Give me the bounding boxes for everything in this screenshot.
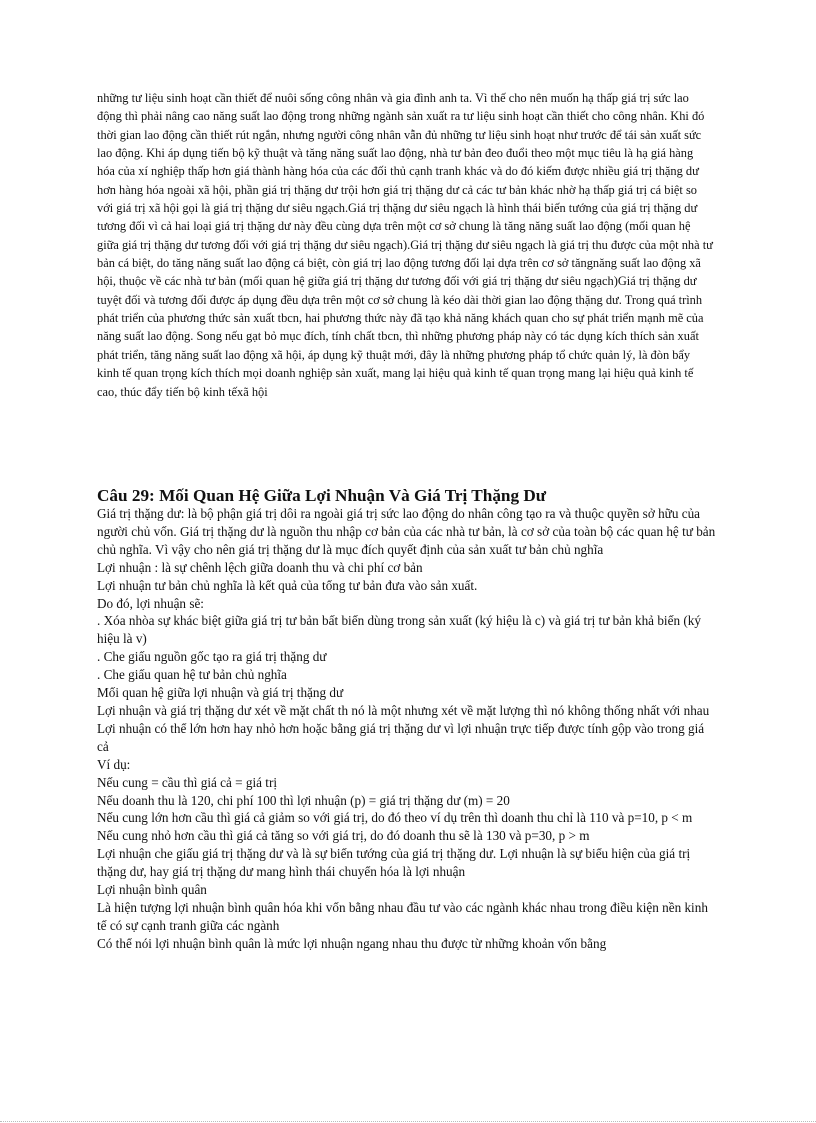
text-line: Nếu cung nhỏ hơn cầu thì giá cả tăng so với giá trị, do đó doanh thu sẽ là 130 và p=30, p > m <box>97 828 590 844</box>
text-line: Nếu cung = cầu thì giá cả = giá trị <box>97 774 278 790</box>
body-paragraph: những tư liệu sinh hoạt cần thiết để nuôi sống công nhân và gia đình anh ta. Vì thế cho nên muốn hạ thấp giá trị sức lao động thì phải nâng cao năng suất lao động trong những ngành sản xuất ra tư liệu sinh hoạt cần thiết cho công nhân. Khi đó thời gian lao động cần thiết rút ngắn, nhưng người công nhân vẫn đủ những tư liệu sinh hoạt như trước để tái sản xuất sức lao động. Khi áp dụng tiến bộ kỹ thuật và tăng năng suất lao động, nhà tư bản đeo đuổi theo một mục tiêu là hạ giá hàng hóa của xí nghiệp thấp hơn giá thành hàng hóa của các đối thủ cạnh tranh khác và do đó kiếm được nhiều giá trị thặng dư hơn hàng hóa ngoài xã hội, phần giá trị thặng dư trội hơn giá trị thặng dư cả các tư bản khác nhờ hạ thấp giá trị cá biệt so với giá trị xã hội gọi là giá trị thặng dư siêu ngạch.Giá trị thặng dư siêu ngạch là hình thái biến tướng của giá trị thặng dư tương đối vì cả hai loại giá trị thặng dư này đều cùng dựa trên một cơ sở chung là tăng năng suất lao động (mối quan hệ giữa giá trị thặng dư tương đối với giá trị thặng dư siêu ngạch).Giá trị thặng dư siêu ngạch là giá trị thu được của một nhà tư bản cá biệt, do tăng năng suất lao động cá biệt, còn giá trị lao động tương đối lại dựa trên cơ sở tăngnăng suất lao động xã hội, thuộc về các nhà tư bản (mối quan hệ giữa giá trị thặng dư tương đối với giá trị thặng dư siêu ngạch)Giá trị thặng dư tuyệt đối và tương đối được áp dụng đều dựa trên một cơ sở chung là kéo dài thời gian lao động thặng dư. Trong quá trình phát triển của phương thức sản xuất tbcn, hai phương thức này đã tạo khả năng khách quan cho sự phát triển mạnh mẽ của năng suất lao động. Song nếu gạt bỏ mục đích, tính chất tbcn, thì những phương pháp này có tác dụng kích thích sản xuất phát triển, tăng năng suất lao động xã hội, áp dụng kỹ thuật mới, đây là những phương pháp tổ chức quản lý, là đòn bẩy kinh tế quan trọng kích thích mọi doanh nghiệp sản xuất, mang lại hiệu quả kinh tế quan trọng mang lại hiệu quả kinh tế cao, thúc đẩy tiến bộ kinh tếxã hội <box>97 91 713 399</box>
text-line: . Xóa nhòa sự khác biệt giữa giá trị tư bản bất biến dùng trong sản xuất (ký hiệu là c) và giá trị tư bản khả biến (ký hiệu là v) <box>97 613 701 647</box>
section-body <box>97 505 719 953</box>
text-line: Do đó, lợi nhuận sẽ: <box>97 595 204 611</box>
section-heading: Câu 29: Mối Quan Hệ Giữa Lợi Nhuận Và Giá Trị Thặng Dư <box>97 486 547 505</box>
text-line: Nếu cung lớn hơn cầu thì giá cả giảm so với giá trị, do đó theo ví dụ trên thì doanh thu chỉ là 110 và p=10, p < m <box>97 810 693 826</box>
text-line: Nếu doanh thu là 120, chi phí 100 thì lợi nhuận (p) = giá trị thặng dư (m) = 20 <box>97 792 510 808</box>
text-line: Mối quan hệ giữa lợi nhuận và giá trị thặng dư <box>97 685 344 701</box>
text-line: Lợi nhuận : là sự chênh lệch giữa doanh thu và chi phí cơ bản <box>97 559 423 575</box>
text-line: Lợi nhuận có thể lớn hơn hay nhỏ hơn hoặc bằng giá trị thặng dư vì lợi nhuận trực tiếp được tính gộp vào trong giá cả <box>97 720 705 754</box>
text-line: . Che giấu nguồn gốc tạo ra giá trị thặng dư <box>97 649 327 665</box>
text-line: Lợi nhuận tư bản chủ nghĩa là kết quả của tổng tư bản đưa vào sản xuất. <box>97 577 478 593</box>
text-line: Lợi nhuận bình quân <box>97 882 207 898</box>
text-line: Lợi nhuận che giấu giá trị thặng dư và là sự biến tướng của giá trị thặng dư. Lợi nhuận là sự biểu hiện của giá trị thặng dư, hay giá trị thặng dư mang hình thái chuyển hóa là lợi nhuận <box>97 846 691 880</box>
text-line: . Che giấu quan hệ tư bản chủ nghĩa <box>97 667 287 683</box>
page-bottom-rule <box>0 1121 816 1122</box>
text-line: Là hiện tượng lợi nhuận bình quân hóa khi vốn bằng nhau đầu tư vào các ngành khác nhau trong điều kiện nền kinh tế có sự cạnh tranh giữa các ngành <box>97 899 708 933</box>
text-line: Giá trị thặng dư: là bộ phận giá trị dôi ra ngoài giá trị sức lao động do nhân công tạo ra và thuộc quyền sở hữu của người chủ vốn. Giá trị thặng dư là nguồn thu nhập cơ bản của các nhà tư bản, là cơ sở của toàn bộ các quan hệ tư bản chủ nghĩa. Vì vậy cho nên giá trị thặng dư là mục đích quyết định của sản xuất tư bản chủ nghĩa <box>97 506 716 557</box>
text-line: Lợi nhuận và giá trị thặng dư xét về mặt chất th nó là một nhưng xét về mặt lượng thì nó không thống nhất với nhau <box>97 702 710 718</box>
text-line: Có thể nói lợi nhuận bình quân là mức lợi nhuận ngang nhau thu được từ những khoản vốn bằng <box>97 935 607 951</box>
text-line: Ví dụ: <box>97 756 131 772</box>
